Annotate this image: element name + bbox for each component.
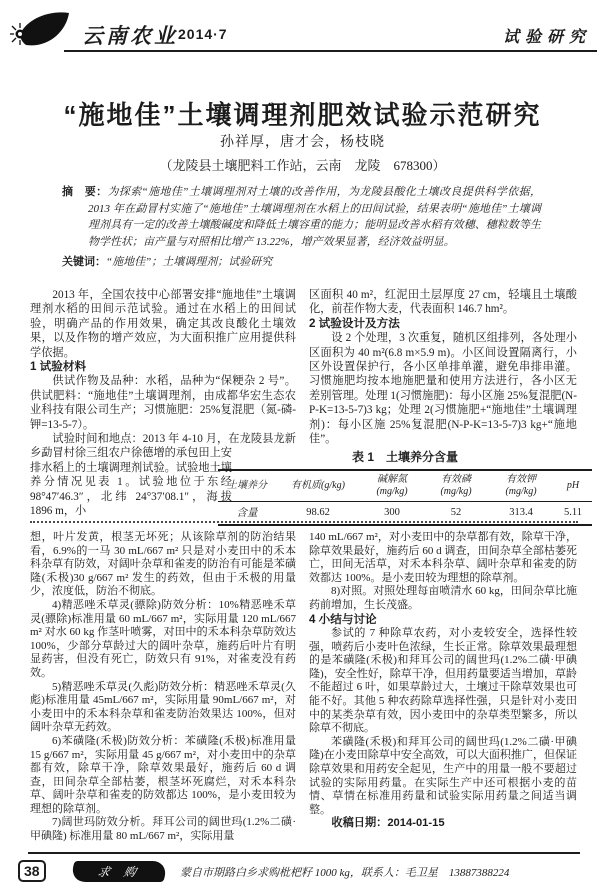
table1-title: 表 1 土壤养分含量 <box>351 450 458 464</box>
col-header: 有效钾 (mg/kg) <box>505 474 537 497</box>
paragraph-intro: 2013 年，全国农技中心部署安排“施地佳”土壤调理剂水稻的田间示范试验。通过在水稻上的田间试验，明确产品的作用效果，确定其改良酸化土壤效果，以及作物的增产效应，为大面积推广应用提供科学依据。 <box>30 289 296 359</box>
cell-ph: 5.11 <box>564 507 582 518</box>
article-title: “施地佳”土壤调理剂肥效试验示范研究 <box>63 100 542 131</box>
paragraph-time-location: 试验时间和地点：2013 年 4-10 月，在龙陵县龙新乡勐冒村徐三组农户徐德增的承包田上安排水稻上的土壤调理剂试验。试验地土壤养分情况见表 1。试验地位于东经 98°47′46.3″，北纬 24°37′08.1″，海拔 1896 m，小 <box>30 432 296 518</box>
header-rule <box>64 50 597 52</box>
col-header: 碱解氮 (mg/kg) <box>376 474 408 497</box>
col-header: 土壤养分 <box>227 480 267 491</box>
journal-logo-leaf-icon <box>10 8 72 59</box>
cell-available-k: 313.4 <box>509 507 533 518</box>
keywords-text: “施地佳”；土壤调理剂；试验研究 <box>106 256 273 268</box>
soil-nutrient-table <box>218 469 592 526</box>
footer-ad-text: 蒙自市期路白乡求购枇杷籽 1000 kg，联系人：毛卫星 13887388224 <box>180 867 510 879</box>
column-right-bottom <box>309 531 577 831</box>
paragraph: 4)精恶唑禾草灵(骠除)防效分析：10%精恶唑禾草灵(骠除)标准用量 60 mL/667 m²，实际用量 120 mL/667 m² 对水 60 kg 作茎叶喷雾，对田中的禾本科杂草防效达 100%，少部分草龄过大的阔叶杂草，施药后叶片有明显药害，但没有死亡，防效只有 91%，对雀麦没有药效。 <box>30 598 296 679</box>
abstract-block <box>62 184 541 250</box>
col-header: 有效磷 (mg/kg) <box>440 474 472 497</box>
authors: 孙祥厚，唐才会，杨枝晓 <box>220 135 385 150</box>
paragraph: 6)苯磺隆(禾极)防效分析：苯磺隆(禾极)标准用量 15 g/667 m²，实际用量 45 g/667 m²，对小麦田中的杂草都有效，除草干净，除草效果最好，施药后 60 d 调查，田间杂草全部枯萎，根茎坏死腐烂，对禾本科杂草、阔叶杂草和雀麦的防效都达 100%，是小麦田较为理想的除草剂。 <box>30 734 296 815</box>
paragraph: 苯磺隆(禾极)和拜耳公司的阔世玛(1.2%二磺·甲碘隆)在小麦田除草中安全高效，可以大面积推广，但保证除草效果和用药安全起见，生产中的用量一般不要超过试验的实际用药量。在实际生产中还可根据小麦的苗情、草情在标准用药量和试验实际用药量之间适当调整。 <box>309 735 577 816</box>
table1-block <box>218 448 592 526</box>
paragraph: 7)阔世玛防效分析。拜耳公司的阔世玛(1.2%二磺·甲碘隆) 标准用量 80 mL/667 m²，实际用量 <box>30 816 296 843</box>
cell-alkali-n: 300 <box>384 507 400 518</box>
paragraph: 140 mL/667 m²，对小麦田中的杂草都有效，除草干净，除草效果最好，施药后 60 d 调查，田间杂草全部枯萎死亡，田间无活草，对禾本科杂草、阔叶杂草和雀麦的防效都达 100%。是小麦田较为理想的除草剂。 <box>309 531 577 584</box>
column-label: 试验研究 <box>502 29 591 46</box>
paragraph-continuation: 区面积 40 m²，红泥田土层厚度 27 cm，轻壤且土壤酸化，前茬作物大麦，代表面积 146.7 hm²。 <box>309 289 577 316</box>
footer-rule <box>28 852 580 854</box>
paragraph: 8)对照。对照处理每亩喷清水 60 kg，田间杂草比施药前增加，生长茂盛。 <box>309 585 577 611</box>
column-left-bottom <box>30 531 296 844</box>
cell-organic-matter: 98.62 <box>306 507 330 518</box>
column-right-top <box>309 288 577 446</box>
col-header: 有机质(g/kg) <box>291 480 345 491</box>
keywords-block <box>62 253 541 269</box>
paragraph-materials: 供试作物及品种：水稻，品种为“保粳杂 2 号”。供试肥料：“施地佳”土壤调理剂，由成都华宏生态农业科技有限公司生产；习惯施肥：25%复混肥（氮-磷-钾=13-5-7）。 <box>30 375 296 431</box>
paragraph: 想，叶片发黄，根茎无坏死；从该除草剂的防治结果看，6.9%的一马 30 mL/667 m² 只是对小麦田中的禾本科杂草有防效，对阔叶杂草和雀麦的防治有可能是苯磺隆(禾极)30 g/667 m² 发生的药效，但由于禾极的用量少，浓度低，防治不彻底。 <box>30 531 296 598</box>
abstract-label: 摘 要： <box>62 186 108 198</box>
keywords-label: 关键词： <box>62 256 106 268</box>
cell-available-p: 52 <box>450 507 462 518</box>
paragraph: 参试的 7 种除草农药，对小麦较安全，选择性较强，喷药后小麦叶色浓绿，生长正常。除草效果最理想的是苯磺隆(禾极)和拜耳公司的阔世玛(1.2%二磺·甲碘隆)，安全性好，除草干净，但用药量要适当增加，草龄不能超过 6 叶，如果草龄过大，土壤过干除草效果也可能不好。其他 5 种农药除草选择性强，只是针对小麦田中的某类杂草有效，因小麦田中的杂草类型繁多，所以除草不彻底。 <box>309 626 577 735</box>
paragraph-design: 设 2 个处理，3 次重复，随机区组排列，各处理小区面积为 40 m²(6.8 m×5.9 m)。小区间设置隔离行，小区外设置保护行，各小区单排单灌，避免串排串灌。习惯施肥均按本地施肥量和使用方法进行，各小区无差别管理。处理 1(习惯施肥)：每小区施 25%复混肥(N-P-K=13-5-7)3 kg；处理 2(习惯施肥+“施地佳”土壤调理剂)：每小区施 25%复混肥(N-P-K=13-5-7)3 kg+“施地佳”。 <box>309 332 577 446</box>
col-header: pH <box>566 480 580 491</box>
received-date: 收稿日期：2014-01-15 <box>331 817 445 830</box>
page-number: 38 <box>18 860 46 882</box>
article-separator-dotted-rule <box>30 521 578 523</box>
table-header-row <box>218 470 592 502</box>
paragraph: 5)精恶唑禾草灵(久彪)防效分析：精恶唑禾草灵(久彪)标准用量 45mL/667 m²，实际用量 90mL/667 m²，对小麦田中的禾本科杂草和雀麦防治效果达 100%，但对阔叶杂草无药效。 <box>30 680 296 734</box>
abstract-text: 为探索“施地佳”土壤调理剂对土壤的改善作用，为龙陵县酸化土壤改良提供科学依据，2013 年在勐冒村实施了“施地佳”土壤调理剂在水稻上的田间试验，结果表明“施地佳”土壤调理剂具有一定的改善土壤酸碱度和降低土壤容重的能力；能明显改善水稻有效穗、穗粒数等生物学性状；亩产量与对照相比增产 13.22%，增产效果显著，经济效益明显。 <box>88 186 542 248</box>
row-label: 含量 <box>236 508 258 519</box>
affiliation: （龙陵县土壤肥料工作站，云南 龙陵 678300） <box>159 158 446 173</box>
section-heading-1: 1 试验材料 <box>30 360 87 374</box>
journal-issue: 2014·7 <box>178 26 228 42</box>
ad-tag-leaf: 求购 <box>69 861 168 882</box>
journal-name: 云南农业 <box>82 24 178 48</box>
section-heading-4: 4 小结与讨论 <box>309 612 377 626</box>
section-heading-2: 2 试验设计及方法 <box>309 316 400 330</box>
